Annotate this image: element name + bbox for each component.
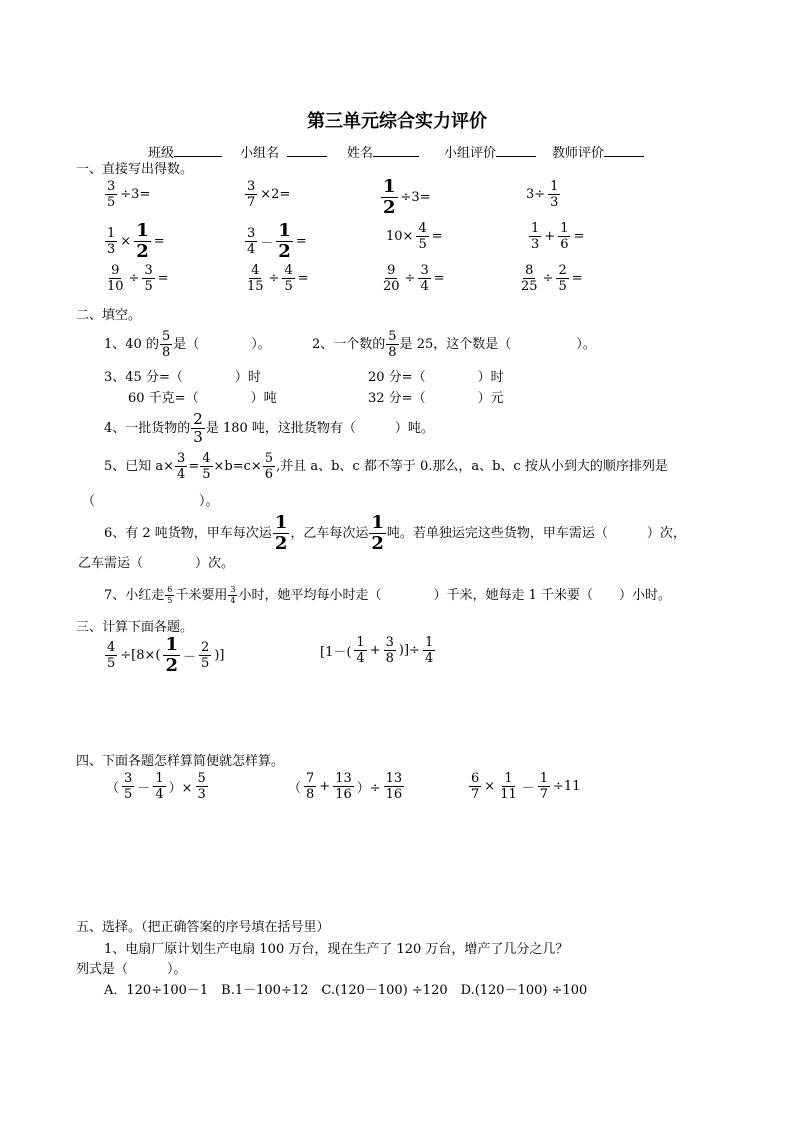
expression-text: －: [137, 781, 151, 796]
expression-text: =: [153, 234, 165, 249]
fraction: [529, 222, 541, 251]
numerator: 1: [136, 220, 149, 241]
denominator: 10: [107, 279, 124, 294]
numerator: 1: [274, 512, 288, 533]
numerator: 1: [424, 635, 434, 650]
numerator: 4: [418, 221, 427, 236]
fraction: [200, 452, 212, 481]
numerator: 1: [155, 771, 164, 786]
section4-heading: 四、下面各题怎样算简便就怎样算。: [76, 754, 285, 769]
denominator: 8: [161, 345, 171, 360]
expression-text: ，乙车每次运: [290, 525, 369, 541]
expression-text: －: [260, 236, 274, 251]
numerator: 1: [560, 221, 569, 236]
numerator: 1: [531, 221, 540, 236]
numerator: 5: [388, 329, 397, 344]
expression-text: +: [319, 779, 331, 794]
denominator: 5: [124, 787, 133, 802]
s2-q3b: 20 分=（ ）时: [368, 370, 504, 385]
expression-text: =: [571, 271, 583, 286]
s2-q5-answer: （ ）。: [82, 494, 219, 509]
group-eval-label: 小组评价: [444, 146, 497, 161]
numerator: 3: [144, 263, 153, 278]
expression-text: =: [188, 458, 200, 474]
s5-q1-options: A．120÷100－1 B.1－100÷12 C.(120－100) ÷120 D.(120－100) ÷100: [104, 983, 588, 998]
numerator: 1: [383, 176, 396, 197]
denominator: 2: [371, 533, 384, 554]
numerator: 1: [165, 634, 179, 655]
s5-q1-line2: 列式是（ ）。: [76, 962, 187, 977]
expression-text: +: [544, 229, 556, 244]
fraction: [142, 264, 154, 293]
numerator: 1: [371, 512, 384, 533]
s4-e2: [286, 772, 405, 801]
numerator: 3: [230, 585, 236, 594]
fraction: [469, 772, 481, 801]
denominator: 8: [306, 787, 315, 802]
denominator: 2: [136, 241, 149, 262]
expression-text: 4、一批货物的: [104, 420, 191, 436]
denominator: 5: [418, 237, 427, 252]
denominator: 4: [247, 242, 256, 257]
expression-text: =: [433, 271, 445, 286]
expression-text: =: [295, 234, 307, 249]
denominator: 7: [247, 195, 256, 210]
expression-text: =: [431, 229, 443, 244]
numerator: 4: [284, 263, 293, 278]
denominator: 4: [230, 596, 236, 605]
numerator: 1: [550, 179, 559, 194]
s4-e3: [468, 772, 582, 801]
expression-text: ÷: [542, 271, 554, 286]
page-title: 第三单元综合实力评价: [307, 111, 487, 132]
fraction: [245, 180, 257, 209]
fraction: [105, 641, 117, 670]
fraction: [548, 180, 560, 209]
s2-q3a: 3、45 分=（ ）时: [104, 370, 261, 385]
class-blank[interactable]: [174, 144, 222, 157]
s2-q2: [312, 330, 596, 359]
fraction: [369, 514, 386, 553]
fraction: [273, 514, 290, 553]
numerator: 3: [177, 451, 186, 466]
s1-r1-d: [524, 180, 561, 209]
denominator: 4: [177, 467, 186, 482]
denominator: 7: [539, 787, 549, 802]
s2-q6-line2: 乙车需运（ ）次。: [78, 556, 235, 571]
denominator: 2: [278, 241, 291, 262]
s4-e1: [104, 772, 209, 801]
denominator: 4: [155, 787, 164, 802]
fraction: [191, 412, 205, 445]
numerator: 13: [385, 771, 403, 786]
denominator: 11: [500, 787, 517, 802]
expression-text: ÷3=: [400, 190, 431, 205]
denominator: 25: [521, 279, 538, 294]
expression-text: ×: [120, 234, 132, 249]
fraction: [384, 636, 396, 665]
denominator: 6: [264, 467, 274, 482]
group-label: 小组名: [240, 146, 280, 161]
denominator: 5: [201, 656, 210, 671]
group-eval-blank[interactable]: [496, 144, 536, 157]
s2-q4: [104, 412, 434, 445]
numerator: 2: [193, 410, 203, 428]
s1-r1-b: [244, 180, 292, 209]
s3-e1: [104, 636, 226, 675]
section2-heading: 二、填空。: [76, 308, 142, 323]
numerator: 9: [111, 263, 120, 278]
expression-text: 3÷: [526, 187, 546, 202]
numerator: 5: [197, 771, 206, 786]
numerator: 3: [385, 635, 394, 650]
expression-text: 5、已知 a×: [104, 458, 175, 474]
fraction: [384, 772, 405, 801]
name-field: [347, 144, 419, 162]
denominator: 5: [107, 656, 116, 671]
s1-r2-c: [384, 222, 445, 251]
expression-text: ÷: [404, 271, 416, 286]
s2-q3d: 32 分=（ ）元: [368, 391, 504, 406]
section1-heading: 一、直接写出得数。: [76, 162, 194, 177]
fraction: [538, 772, 550, 801]
expression-text: 6、有 2 吨货物，甲车每次运: [104, 525, 272, 541]
denominator: 3: [193, 428, 203, 446]
denominator: 6: [560, 237, 569, 252]
expression-text: 1、40 的: [104, 336, 159, 352]
fraction: [245, 264, 266, 293]
fraction: [276, 222, 293, 261]
fraction: [416, 222, 428, 251]
denominator: 20: [383, 279, 400, 294]
numerator: 3: [247, 179, 256, 194]
expression-text: =: [297, 271, 309, 286]
numerator: 4: [107, 640, 116, 655]
s1-r2-d: [528, 222, 586, 251]
numerator: 2: [201, 640, 210, 655]
denominator: 5: [144, 279, 153, 294]
denominator: 5: [167, 596, 173, 605]
name-label: 姓名: [347, 146, 374, 161]
denominator: 4: [356, 651, 365, 666]
expression-text: ,并且 a、b、c 都不等于 0.那么，a、b、c 按从小到大的顺序排列是: [276, 458, 668, 474]
denominator: 16: [385, 787, 403, 802]
denominator: 2: [274, 533, 288, 554]
denominator: 2: [165, 655, 179, 676]
expression-text: 7、小红走: [104, 587, 165, 603]
expression-text: ÷: [128, 271, 140, 286]
fraction: [304, 772, 316, 801]
expression-text: 吨。若单独运完这些货物，甲车需运（ ）次，: [386, 525, 686, 541]
section5-heading: 五、选择。（把正确答案的序号填在括号里）: [76, 920, 330, 935]
expression-text: )]÷: [398, 643, 420, 658]
numerator: 3: [124, 771, 133, 786]
expression-text: ×b=c×: [213, 458, 262, 474]
fraction: [282, 264, 294, 293]
numerator: 6: [471, 771, 480, 786]
numerator: 1: [539, 771, 549, 786]
denominator: 3: [531, 237, 540, 252]
fraction: [333, 772, 354, 801]
expression-text: 是（ ）。: [173, 336, 271, 352]
fraction: [354, 636, 366, 665]
s1-r1-a: [104, 180, 152, 209]
numerator: 3: [247, 226, 256, 241]
fraction: [165, 586, 174, 605]
denominator: 3: [550, 195, 559, 210]
numerator: 13: [335, 771, 352, 786]
denominator: 4: [420, 279, 429, 294]
numerator: 4: [202, 451, 211, 466]
expression-text: ）×: [168, 781, 193, 796]
fraction: [160, 330, 172, 359]
s2-q6: [104, 514, 686, 553]
denominator: 5: [107, 195, 116, 210]
expression-text: ÷3=: [120, 187, 151, 202]
s2-q3c: 60 千克=（ ）吨: [128, 391, 277, 406]
denominator: 15: [247, 279, 264, 294]
denominator: 3: [197, 787, 206, 802]
denominator: 8: [385, 651, 394, 666]
numerator: 1: [504, 771, 513, 786]
expression-text: －: [521, 781, 535, 796]
expression-text: 2、一个数的: [312, 336, 386, 352]
expression-text: ÷[8×(: [120, 648, 161, 663]
numerator: 1: [356, 635, 365, 650]
expression-text: ×2=: [260, 187, 291, 202]
fraction: [175, 452, 187, 481]
name-blank[interactable]: [373, 144, 419, 157]
s1-r2-a: [104, 222, 167, 261]
denominator: 5: [202, 467, 211, 482]
fraction: [556, 264, 568, 293]
s1-r3-a: [104, 264, 171, 293]
numerator: 9: [387, 263, 396, 278]
expression-text: （: [106, 781, 120, 796]
group-field: [240, 144, 327, 162]
class-label: 班级: [148, 146, 175, 161]
fraction: [263, 452, 275, 481]
expression-text: ×: [484, 779, 496, 794]
teacher-eval-label: 教师评价: [552, 146, 605, 161]
expression-text: （: [288, 781, 302, 796]
fraction: [163, 636, 180, 675]
fraction: [381, 178, 398, 217]
fraction: [386, 330, 398, 359]
numerator: 3: [420, 263, 429, 278]
fraction: [381, 264, 402, 293]
expression-text: =: [157, 271, 169, 286]
expression-text: 10×: [386, 229, 414, 244]
numerator: 4: [251, 263, 260, 278]
group-blank[interactable]: [287, 144, 327, 157]
fraction: [196, 772, 208, 801]
expression-text: 是 25，这个数是（ ）。: [399, 336, 596, 352]
denominator: 4: [424, 651, 434, 666]
s2-q1: [104, 330, 271, 359]
s5-q1: 1、电扇厂原计划生产电扇 100 万台，现在生产了 120 万台，增产了几分之几？: [104, 942, 569, 957]
fraction: [245, 227, 257, 256]
numerator: 5: [161, 329, 171, 344]
denominator: 8: [388, 345, 397, 360]
expression-text: 是 180 吨，这批货物有（ ）吨。: [205, 420, 434, 436]
numerator: 5: [264, 451, 274, 466]
fraction: [153, 772, 165, 801]
expression-text: =: [573, 229, 585, 244]
expression-text: [1－(: [320, 645, 352, 660]
numerator: 1: [278, 220, 291, 241]
fraction: [228, 586, 237, 605]
fraction: [423, 636, 435, 665]
denominator: 5: [558, 279, 567, 294]
expression-text: +: [369, 643, 381, 658]
expression-text: ÷11: [553, 779, 581, 794]
numerator: 8: [525, 263, 534, 278]
s1-r3-c: [380, 264, 447, 293]
fraction: [498, 772, 519, 801]
expression-text: 千米要用: [175, 587, 228, 603]
expression-text: 小时，她平均每小时走（ ）千米，她每走 1 千米要（ ）小时。: [238, 587, 672, 603]
section3-heading: 三、计算下面各题。: [76, 620, 194, 635]
fraction: [418, 264, 430, 293]
fraction: [558, 222, 570, 251]
numerator: 1: [107, 226, 116, 241]
numerator: 7: [306, 771, 315, 786]
expression-text: ）÷: [356, 781, 381, 796]
class-field: [148, 144, 222, 162]
fraction: [199, 641, 211, 670]
s2-q7: [104, 586, 671, 605]
s3-e2: [318, 636, 436, 665]
s1-r1-c: [380, 178, 433, 217]
teacher-eval-blank[interactable]: [604, 144, 644, 157]
fraction: [122, 772, 134, 801]
fraction: [105, 227, 117, 256]
denominator: 7: [471, 787, 480, 802]
denominator: 2: [383, 197, 396, 218]
fraction: [105, 180, 117, 209]
denominator: 5: [284, 279, 293, 294]
expression-text: －: [183, 650, 197, 665]
expression-text: ÷: [268, 271, 280, 286]
s1-r3-b: [244, 264, 311, 293]
numerator: 2: [558, 263, 567, 278]
group-eval-field: [444, 144, 536, 162]
numerator: 6: [167, 585, 173, 594]
denominator: 3: [107, 242, 116, 257]
s2-q5: [104, 452, 668, 481]
s1-r3-d: [518, 264, 585, 293]
fraction: [519, 264, 540, 293]
fraction: [134, 222, 151, 261]
denominator: 16: [335, 787, 352, 802]
numerator: 3: [107, 179, 116, 194]
expression-text: )]: [214, 648, 225, 663]
fraction: [105, 264, 126, 293]
teacher-eval-field: [552, 144, 644, 162]
s1-r2-b: [244, 222, 309, 261]
